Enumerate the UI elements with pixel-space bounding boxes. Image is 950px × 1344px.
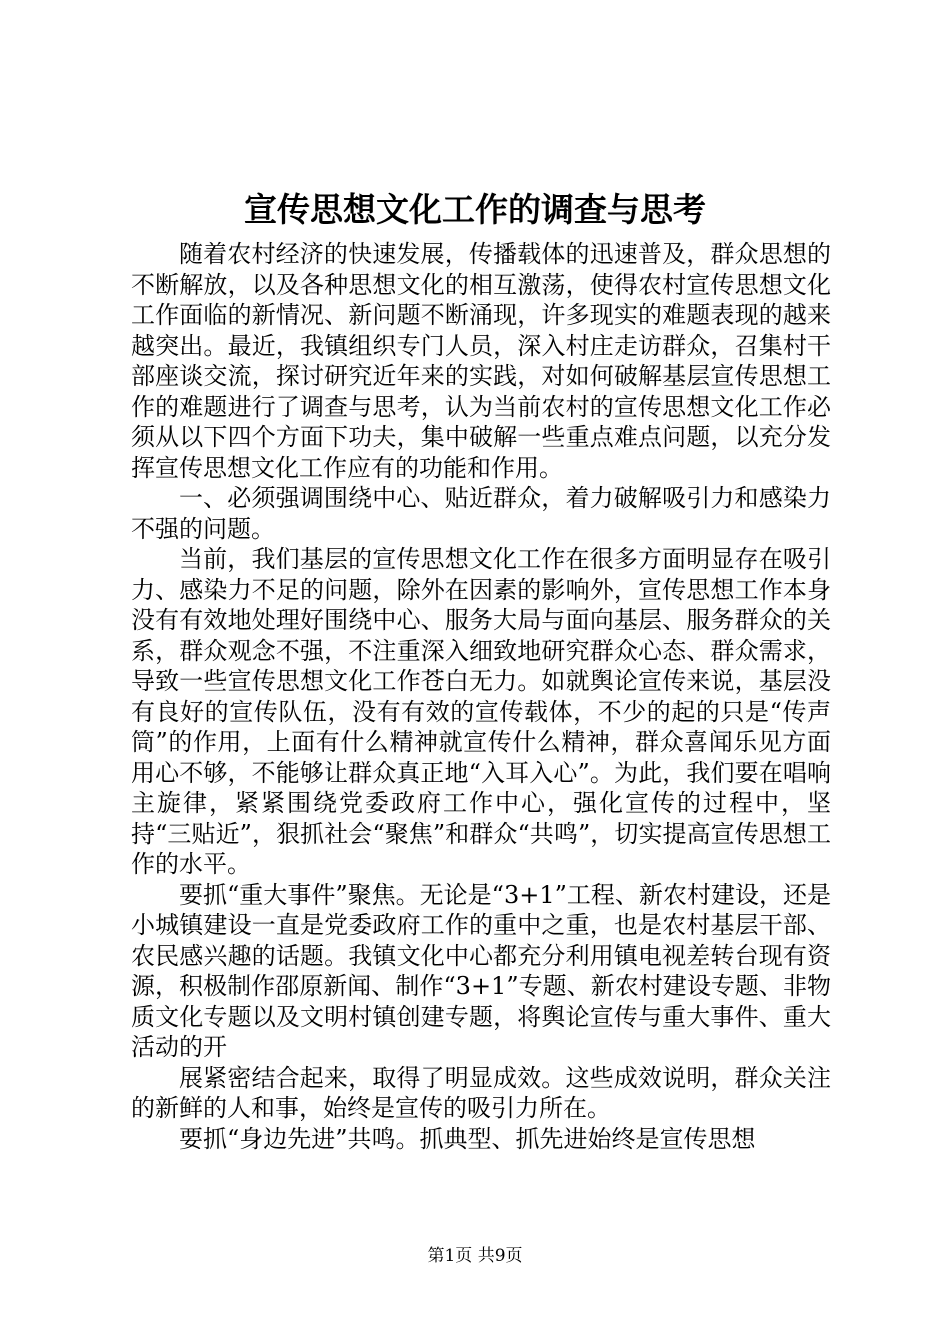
paragraph: 展紧密结合起来，取得了明显成效。这些成效说明，群众关注的新鲜的人和事，始终是宣传的吸引力所在。 <box>131 1063 831 1122</box>
paragraph: 要抓“身边先进”共鸣。抓典型、抓先进始终是宣传思想 <box>179 1124 756 1153</box>
paragraph: 当前，我们基层的宣传思想文化工作在很多方面明显存在吸引力、感染力不足的问题，除外在因素的影响外，宣传思想工作本身没有有效地处理好围绕中心、服务大局与面向基层、服务群众的关系，群众观念不强，不注重深入细致地研究群众心态、群众需求，导致一些宣传思想文化工作苍白无力。如就舆论宣传来说，基层没有良好的宣传队伍，没有有效的宣传载体，不少的起的只是“传声筒”的作用，上面有什么精神就宣传什么精神，群众喜闻乐见方面用心不够，不能够让群众真正地“入耳入心”。为此，我们要在唱响主旋律，紧紧围绕党委政府工作中心，强化宣传的过程中，坚持“三贴近”，狠抓社会“聚焦”和群众“共鸣”，切实提高宣传思想工作的水平。 <box>131 545 831 878</box>
paragraph: 随着农村经济的快速发展，传播载体的迅速普及，群众思想的不断解放，以及各种思想文化的相互激荡，使得农村宣传思想文化工作面临的新情况、新问题不断涌现，许多现实的难题表现的越来越突出。最近，我镇组织专门人员，深入村庄走访群众，召集村干部座谈交流，探讨研究近年来的实践，对如何破解基层宣传思想工作的难题进行了调查与思考，认为当前农村的宣传思想文化工作必须从以下四个方面下功夫，集中破解一些重点难点问题，以充分发挥宣传思想文化工作应有的功能和作用。 <box>131 240 831 482</box>
document-title: 宣传思想文化工作的调查与思考 <box>244 190 706 229</box>
section-heading: 一、必须强调围绕中心、贴近群众，着力破解吸引力和感染力不强的问题。 <box>131 484 831 543</box>
page-footer: 第1页 共9页 <box>427 1246 523 1266</box>
paragraph: 要抓“重大事件”聚焦。无论是“3+1”工程、新农村建设，还是小城镇建设一直是党委政府工作的重中之重，也是农村基层干部、农民感兴趣的话题。我镇文化中心都充分利用镇电视差转台现有资源，积极制作邵原新闻、制作“3+1”专题、新农村建设专题、非物质文化专题以及文明村镇创建专题，将舆论宣传与重大事件、重大活动的开 <box>131 880 831 1061</box>
document-body <box>131 239 831 1154</box>
